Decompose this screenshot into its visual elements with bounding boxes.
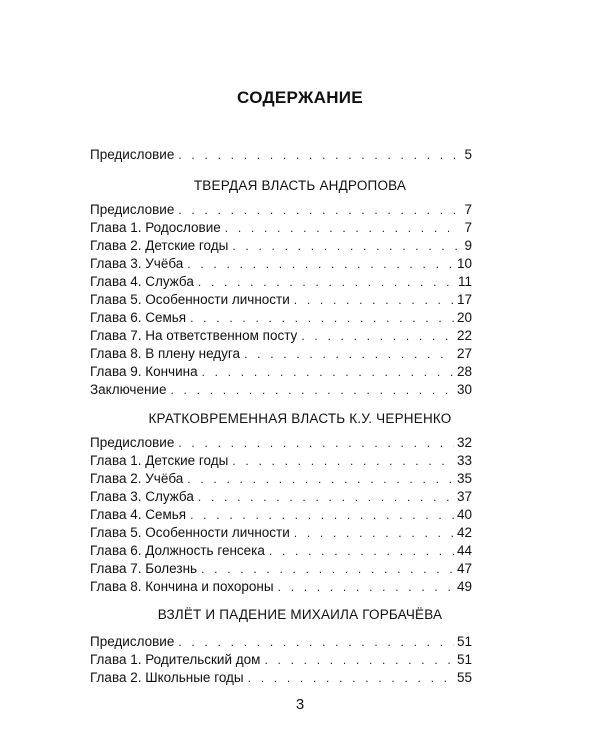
dot-leader xyxy=(301,327,454,345)
toc-entry-page: 20 xyxy=(456,310,472,325)
toc-section-gorbachev xyxy=(90,633,472,687)
toc-entry-page: 33 xyxy=(456,453,472,468)
toc-entry-page: 44 xyxy=(456,543,472,558)
toc-entry xyxy=(90,201,472,219)
dot-leader xyxy=(187,255,454,273)
section-heading-chernenko: КРАТКОВРЕМЕННАЯ ВЛАСТЬ К.У. ЧЕРНЕНКО xyxy=(148,411,452,426)
toc-entry-page: 30 xyxy=(456,382,472,397)
toc-entry xyxy=(90,651,472,669)
dot-leader xyxy=(187,470,454,488)
dot-leader xyxy=(190,506,454,524)
toc-entry-label: Глава 2. Школьные годы xyxy=(90,670,244,685)
toc-entry xyxy=(90,219,472,237)
toc-entry xyxy=(90,434,472,452)
dot-leader xyxy=(269,542,454,560)
toc-entry-label: Глава 2. Детские годы xyxy=(90,238,229,253)
dot-leader xyxy=(198,488,454,506)
dot-leader xyxy=(244,345,454,363)
toc-entry xyxy=(90,506,472,524)
toc-entry-page: 51 xyxy=(456,652,472,667)
toc-entry xyxy=(90,669,472,687)
toc-entry-page: 37 xyxy=(456,489,472,504)
toc-entry-page: 7 xyxy=(464,202,472,217)
toc-entry-label: Глава 3. Учёба xyxy=(90,256,184,271)
toc-entry-page: 28 xyxy=(456,364,472,379)
dot-leader xyxy=(264,651,454,669)
section-heading-gorbachev: ВЗЛЁТ И ПАДЕНИЕ МИХАИЛА ГОРБАЧЁВА xyxy=(157,607,443,622)
toc-entry-label: Глава 9. Кончина xyxy=(90,364,198,379)
page-number: 3 xyxy=(295,696,305,713)
toc-entry xyxy=(90,309,472,327)
toc-entry-page: 17 xyxy=(456,292,472,307)
dot-leader xyxy=(190,309,454,327)
dot-leader xyxy=(294,291,454,309)
toc-entry-page: 49 xyxy=(456,579,472,594)
toc-entry-page: 10 xyxy=(456,256,472,271)
toc-entry-label: Предисловие xyxy=(90,147,175,162)
toc-entry-page: 42 xyxy=(456,525,472,540)
toc-entry-label: Глава 1. Родословие xyxy=(90,220,221,235)
toc-entry xyxy=(90,578,472,596)
toc-entry xyxy=(90,291,472,309)
toc-entry xyxy=(90,381,472,399)
toc-entry-page: 51 xyxy=(456,634,472,649)
toc-entry-label: Глава 4. Семья xyxy=(90,507,187,522)
toc-entry xyxy=(90,146,472,164)
toc-entry-page: 40 xyxy=(456,507,472,522)
toc-entry-label: Глава 3. Служба xyxy=(90,489,194,504)
toc-entry-label: Глава 8. Кончина и похороны xyxy=(90,579,274,594)
dot-leader xyxy=(202,363,454,381)
section-heading-andropov: ТВЕРДАЯ ВЛАСТЬ АНДРОПОВА xyxy=(193,178,407,193)
toc-entry xyxy=(90,345,472,363)
toc-entry-page: 47 xyxy=(456,561,472,576)
toc-entry xyxy=(90,524,472,542)
toc-entry-page: 22 xyxy=(456,328,472,343)
dot-leader xyxy=(225,219,462,237)
dot-leader xyxy=(232,452,454,470)
dot-leader xyxy=(198,273,455,291)
toc-entry-label: Глава 1. Детские годы xyxy=(90,453,229,468)
toc-entry-label: Глава 5. Особенности личности xyxy=(90,292,290,307)
toc-entry xyxy=(90,327,472,345)
toc-entry-page: 27 xyxy=(456,346,472,361)
toc-entry-page: 35 xyxy=(456,471,472,486)
toc-entry xyxy=(90,633,472,651)
toc-entry xyxy=(90,542,472,560)
dot-leader xyxy=(178,146,461,164)
toc-entry-label: Предисловие xyxy=(90,435,175,450)
toc-entry-label: Глава 2. Учёба xyxy=(90,471,184,486)
toc-section-andropov xyxy=(90,201,472,399)
toc-entry xyxy=(90,452,472,470)
toc-entry-page: 7 xyxy=(464,220,472,235)
toc-entry-page: 9 xyxy=(464,238,472,253)
toc-entry xyxy=(90,560,472,578)
dot-leader xyxy=(178,201,461,219)
toc-preface xyxy=(90,146,472,164)
toc-entry-label: Предисловие xyxy=(90,634,175,649)
toc-entry-label: Заключение xyxy=(90,382,167,397)
toc-entry-label: Глава 4. Служба xyxy=(90,274,194,289)
dot-leader xyxy=(294,524,454,542)
dot-leader xyxy=(178,434,454,452)
toc-entry xyxy=(90,470,472,488)
page-title: СОДЕРЖАНИЕ xyxy=(237,88,363,107)
toc-entry-page: 5 xyxy=(464,147,472,162)
toc-entry xyxy=(90,255,472,273)
toc-entry-label: Глава 7. На ответственном посту xyxy=(90,328,298,343)
dot-leader xyxy=(232,237,461,255)
toc-entry xyxy=(90,237,472,255)
toc-entry-label: Глава 1. Родительский дом xyxy=(90,652,261,667)
toc-entry xyxy=(90,488,472,506)
toc-entry-label: Глава 6. Должность генсека xyxy=(90,543,265,558)
toc-entry-page: 55 xyxy=(456,670,472,685)
toc-entry-page: 11 xyxy=(457,274,472,289)
toc-entry-label: Глава 7. Болезнь xyxy=(90,561,198,576)
toc-section-chernenko xyxy=(90,434,472,596)
dot-leader xyxy=(170,381,453,399)
dot-leader xyxy=(201,560,454,578)
toc-entry-page: 32 xyxy=(456,435,472,450)
dot-leader xyxy=(248,669,454,687)
toc-entry-label: Глава 8. В плену недуга xyxy=(90,346,241,361)
toc-entry-label: Глава 5. Особенности личности xyxy=(90,525,290,540)
toc-entry-label: Предисловие xyxy=(90,202,175,217)
toc-entry xyxy=(90,363,472,381)
toc-entry-label: Глава 6. Семья xyxy=(90,310,187,325)
toc-entry xyxy=(90,273,472,291)
dot-leader xyxy=(278,578,454,596)
dot-leader xyxy=(178,633,454,651)
